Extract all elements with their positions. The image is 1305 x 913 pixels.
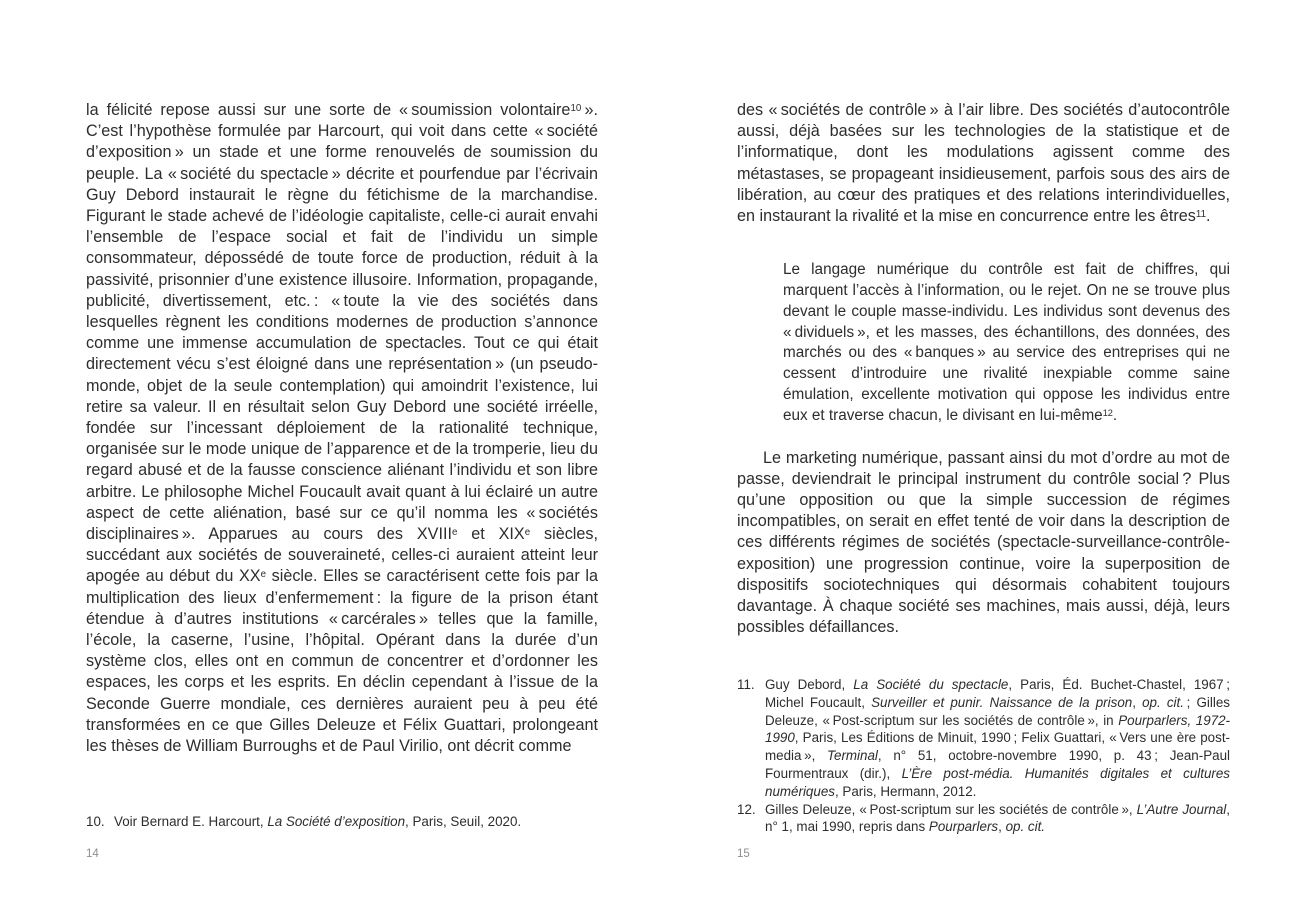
footnote-text	[114, 814, 521, 829]
paragraph	[737, 448, 1230, 639]
text-segment: siècle. Elles se caractérisent cette fois par la multiplication des lieux d’enfermement : la figure de la prison étant étendue à d’autres institutions « carcérales » telles que la famille, l’école, la caserne, l’usine, l’hôpital. Opérant dans la durée d’un système clos, elles ont en commun de concentrer et d’ordonner les espaces, les corps et les esprits. En déclin cependant à l’issue de la Seconde Guerre mondiale, ces dernières auraient peu à peu été transformées en ce que Gilles Deleuze et Félix Guattari, prolongeant les thèses de William Burroughs et de Paul Virilio, ont décrit comme	[86, 567, 598, 756]
superscript-reference: e	[524, 526, 531, 538]
text-segment: .	[1112, 406, 1118, 424]
footnote	[737, 801, 1230, 837]
text-segment: et XIX	[457, 525, 525, 544]
text-segment: , n° 51, octobre-novembre 1990, p. 43 ; Jean-Paul Fourmentraux (dir.),	[765, 748, 1230, 781]
text-segment: la félicité repose aussi sur une sorte de « soumission volontaire	[86, 101, 571, 119]
text-segment: ; Gilles Deleuze, « Post-scriptum sur les sociétés de contrôle », in	[765, 694, 1230, 728]
text-segment: ,	[998, 819, 1006, 835]
paragraph	[737, 100, 1230, 227]
text-segment: , n° 1, mai 1990, repris dans	[765, 801, 1231, 835]
text-segment: , Paris, Les Éditions de Minuit, 1990 ; Felix Guattari, « Vers une ère post-media »,	[765, 730, 1230, 764]
footnote-marker: 12.	[737, 801, 756, 817]
left-page-body-text	[86, 100, 598, 757]
paragraph	[86, 100, 598, 757]
text-segment: Pourparlers, 1972-1990	[765, 712, 1231, 746]
text-segment: .	[1205, 207, 1211, 226]
text-segment: La Société du spectacle	[853, 677, 1009, 692]
footnote-marker: 11.	[737, 677, 755, 692]
text-segment: L’Ère post-média. Humanités digitales et cultures numériques	[765, 765, 1230, 799]
text-segment: , Paris, Éd. Buchet-Chastel, 1967 ; Michel Foucault,	[765, 677, 1231, 710]
footnote-marker: 10.	[86, 814, 105, 829]
footnote	[737, 676, 1230, 801]
superscript-reference: 10	[570, 102, 582, 114]
text-segment: op. cit.	[1005, 819, 1046, 835]
text-segment: Terminal	[827, 748, 878, 764]
text-segment: ,	[1132, 694, 1143, 710]
text-segment: op. cit.	[1142, 694, 1184, 710]
left-page-footnotes	[86, 813, 598, 831]
superscript-reference: 12	[1102, 407, 1113, 418]
text-segment: La Société d’exposition	[267, 814, 406, 829]
footnote-text	[765, 802, 1230, 835]
superscript-reference: e	[451, 526, 458, 538]
right-page-body-text	[737, 100, 1230, 638]
right-page	[737, 0, 1230, 913]
superscript-reference: 11	[1195, 208, 1206, 220]
left-page	[86, 0, 598, 913]
right-page-footnotes	[737, 676, 1230, 836]
text-segment: Gilles Deleuze, « Post-scriptum sur les sociétés de contrôle »,	[765, 801, 1137, 817]
text-segment: Le marketing numérique, passant ainsi du mot d’ordre au mot de passe, deviendrait le principal instrument du contrôle social ? Plus qu’une opposition ou que la simple succession de régimes incompatibles, on serait en effet tenté de voir dans la description de ces différents régimes de sociétés (spectacle-surveillance-contrôle-exposition) une progression continue, voire la superposition de dispositifs sociotechniques qui désormais cohabitent toujours davantage. À chaque société ses machines, mais aussi, déjà, leurs possibles défaillances.	[737, 448, 1230, 637]
text-segment: des « sociétés de contrôle » à l’air libre. Des sociétés d’autocontrôle aussi, déjà basées sur les technologies de la statistique et de l’informatique, dont les modulations agissent comme des métastases, se propageant insidieusement, parfois sous des airs de libération, au cœur des pratiques et des relations interindividuelles, en instaurant la rivalité et la mise en concurrence entre les êtres	[737, 101, 1230, 226]
text-segment: , Paris, Hermann, 2012.	[834, 783, 977, 799]
footnote	[86, 813, 598, 831]
text-segment: Surveiller et punir. Naissance de la prison	[871, 694, 1133, 710]
text-segment: Guy Debord,	[765, 677, 854, 692]
blockquote	[783, 260, 1230, 426]
text-segment: Voir Bernard E. Harcourt,	[114, 814, 268, 829]
text-segment: Pourparlers	[928, 819, 999, 835]
text-segment: ». C’est l’hypothèse formulée par Harcourt, qui voit dans cette « société d’exposition » un stade et une forme renouvelés de soumission du peuple. La « société du spectacle » décrite et pourfendue par l’écrivain Guy Debord instaurait le règne du fétichisme de la marchandise. Figurant le stade achevé de l’idéologie capitaliste, celle-ci aurait envahi l’ensemble de l’espace social et fait de l’individu un simple consommateur, dépossédé de toute force de production, réduit à la passivité, prisonnier d’une existence illusoire. Information, propagande, publicité, divertissement, etc. : « toute la vie des sociétés dans lesquelles règnent les conditions modernes de production s’annonce comme une immense accumulation de spectacles. Tout ce qui était directement vécu s’est éloigné dans une représentation » (un pseudo-monde, objet de la seule contemplation) qui amoindrit l’existence, lui retire sa valeur. Il en résultait selon Guy Debord une société irréelle, fondée sur l’incessant déploiement de la rationalité technique, organisée sur le mode unique de l’apparence et de la tromperie, lieu du regard abusé et de la fausse conscience aliénant l’individu et son libre arbitre. Le philosophe Michel Foucault avait quant à lui éclairé un autre aspect de cette aliénation, basé sur ce qu’il nomma les « sociétés disciplinaires ». Apparues au cours des XVIII	[86, 101, 598, 544]
text-segment: L’Autre Journal	[1136, 801, 1227, 817]
page-number-left: 14	[86, 848, 99, 860]
superscript-reference: e	[260, 569, 267, 581]
text-segment: siècles, succédant aux sociétés de souveraineté, celles-ci auraient atteint leur apogée au début du XX	[86, 525, 598, 586]
footnote-text	[765, 677, 1230, 799]
text-segment: Le langage numérique du contrôle est fait de chiffres, qui marquent l’accès à l’information, ou le rejet. On ne se trouve plus devant le couple masse-individu. Les individus sont devenus des « dividuels », et les masses, des échantillons, des données, des marchés ou des « banques » au service des entreprises qui ne cessent d’introduire une rivalité inexpiable comme saine émulation, excellente motivation qui oppose les individus entre eux et traverse chacun, le divisant en lui-même	[783, 261, 1230, 424]
text-segment: , Paris, Seuil, 2020.	[405, 814, 522, 829]
page-number-right: 15	[737, 848, 750, 860]
